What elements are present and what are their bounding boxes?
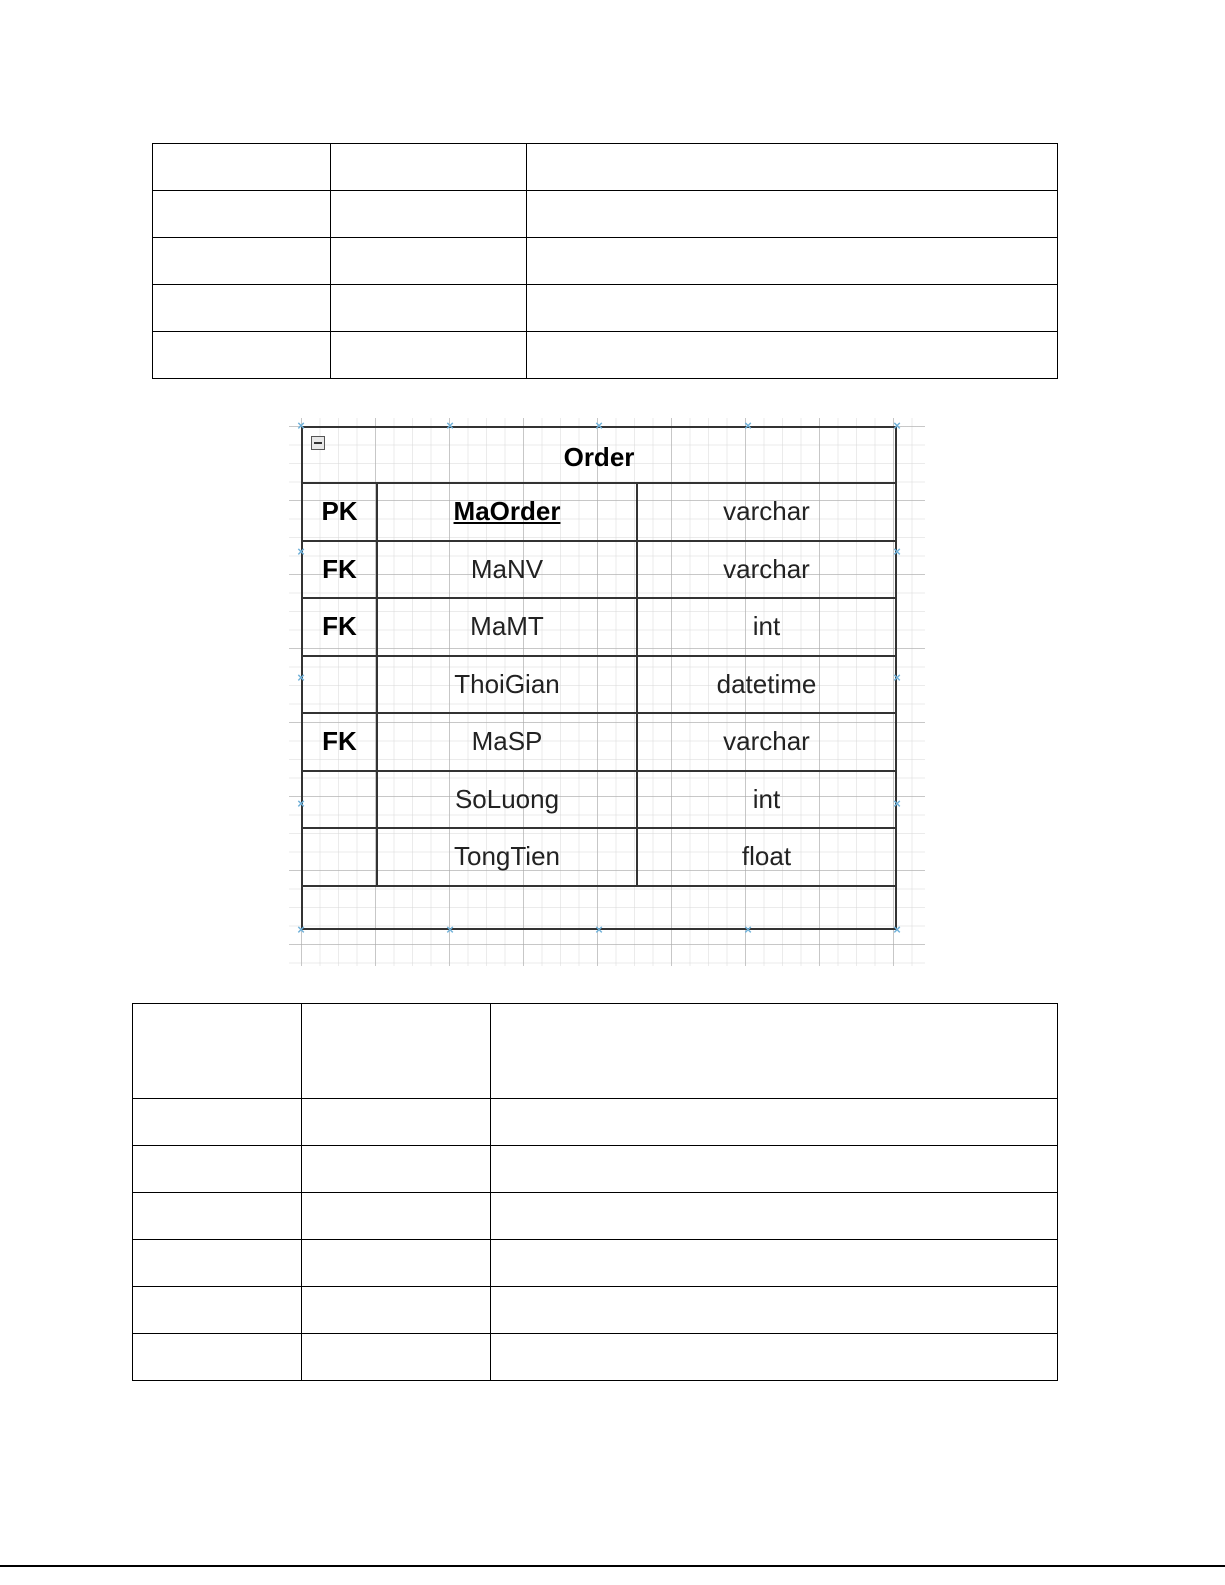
attribute-table — [303, 484, 895, 942]
attribute-name: SoLuong — [454, 783, 560, 814]
selection-handle-icon[interactable] — [444, 420, 456, 432]
table-row — [133, 1099, 1058, 1146]
entity-title: Order — [563, 442, 635, 472]
entity-header — [303, 428, 895, 484]
attribute-name: TongTien — [454, 841, 560, 872]
attribute-name: MaNV — [470, 553, 544, 584]
selection-handle-icon[interactable] — [891, 546, 903, 558]
attribute-name-cell — [377, 484, 637, 541]
selection-handle-icon[interactable] — [593, 420, 605, 432]
top-empty-table — [152, 143, 1058, 379]
table-row — [133, 1240, 1058, 1287]
selection-handle-icon[interactable] — [891, 924, 903, 936]
page-footer-rule — [0, 1565, 1225, 1567]
table-row — [153, 238, 1058, 285]
attribute-row[interactable] — [303, 828, 895, 886]
selection-handle-icon[interactable] — [891, 420, 903, 432]
attribute-row[interactable] — [303, 598, 895, 656]
attribute-row[interactable] — [303, 541, 895, 599]
erd-canvas — [289, 418, 925, 966]
table-row — [153, 144, 1058, 191]
attribute-key — [303, 656, 377, 714]
attribute-type: varchar — [637, 541, 895, 599]
attribute-name: MaMT — [470, 611, 544, 642]
table-row — [133, 1146, 1058, 1193]
selection-handle-icon[interactable] — [295, 546, 307, 558]
table-row — [153, 332, 1058, 379]
attribute-key: FK — [303, 713, 377, 771]
attribute-name-cell — [377, 771, 637, 829]
bottom-empty-table — [132, 1003, 1058, 1381]
selection-handle-icon[interactable] — [444, 924, 456, 936]
table-row — [133, 1334, 1058, 1381]
attribute-name-cell — [377, 656, 637, 714]
attribute-key: FK — [303, 541, 377, 599]
selection-handle-icon[interactable] — [295, 798, 307, 810]
attribute-key: PK — [303, 484, 377, 541]
table-row — [153, 285, 1058, 332]
attribute-type: varchar — [637, 484, 895, 541]
table-row — [133, 1193, 1058, 1240]
selection-handle-icon[interactable] — [742, 420, 754, 432]
attribute-row[interactable] — [303, 771, 895, 829]
table-row — [133, 1287, 1058, 1334]
attribute-type: varchar — [637, 713, 895, 771]
attribute-name-cell — [377, 828, 637, 886]
attribute-name-cell — [377, 541, 637, 599]
table-row — [153, 191, 1058, 238]
attribute-name-cell — [377, 598, 637, 656]
selection-handle-icon[interactable] — [891, 672, 903, 684]
selection-handle-icon[interactable] — [295, 420, 307, 432]
attribute-type: int — [637, 598, 895, 656]
attribute-key: FK — [303, 598, 377, 656]
attribute-name: MaOrder — [453, 496, 561, 527]
attribute-row[interactable] — [303, 713, 895, 771]
selection-handle-icon[interactable] — [742, 924, 754, 936]
order-entity[interactable] — [301, 426, 897, 930]
attribute-name: ThoiGian — [454, 668, 560, 699]
attribute-key — [303, 828, 377, 886]
table-row — [133, 1004, 1058, 1099]
attribute-row[interactable] — [303, 656, 895, 714]
selection-handle-icon[interactable] — [295, 672, 307, 684]
attribute-type: datetime — [637, 656, 895, 714]
attribute-name-cell — [377, 713, 637, 771]
selection-handle-icon[interactable] — [295, 924, 307, 936]
attribute-key — [303, 771, 377, 829]
attribute-type: int — [637, 771, 895, 829]
selection-handle-icon[interactable] — [891, 798, 903, 810]
attribute-name: MaSP — [471, 726, 543, 757]
attribute-row[interactable] — [303, 484, 895, 541]
selection-handle-icon[interactable] — [593, 924, 605, 936]
attribute-type: float — [637, 828, 895, 886]
